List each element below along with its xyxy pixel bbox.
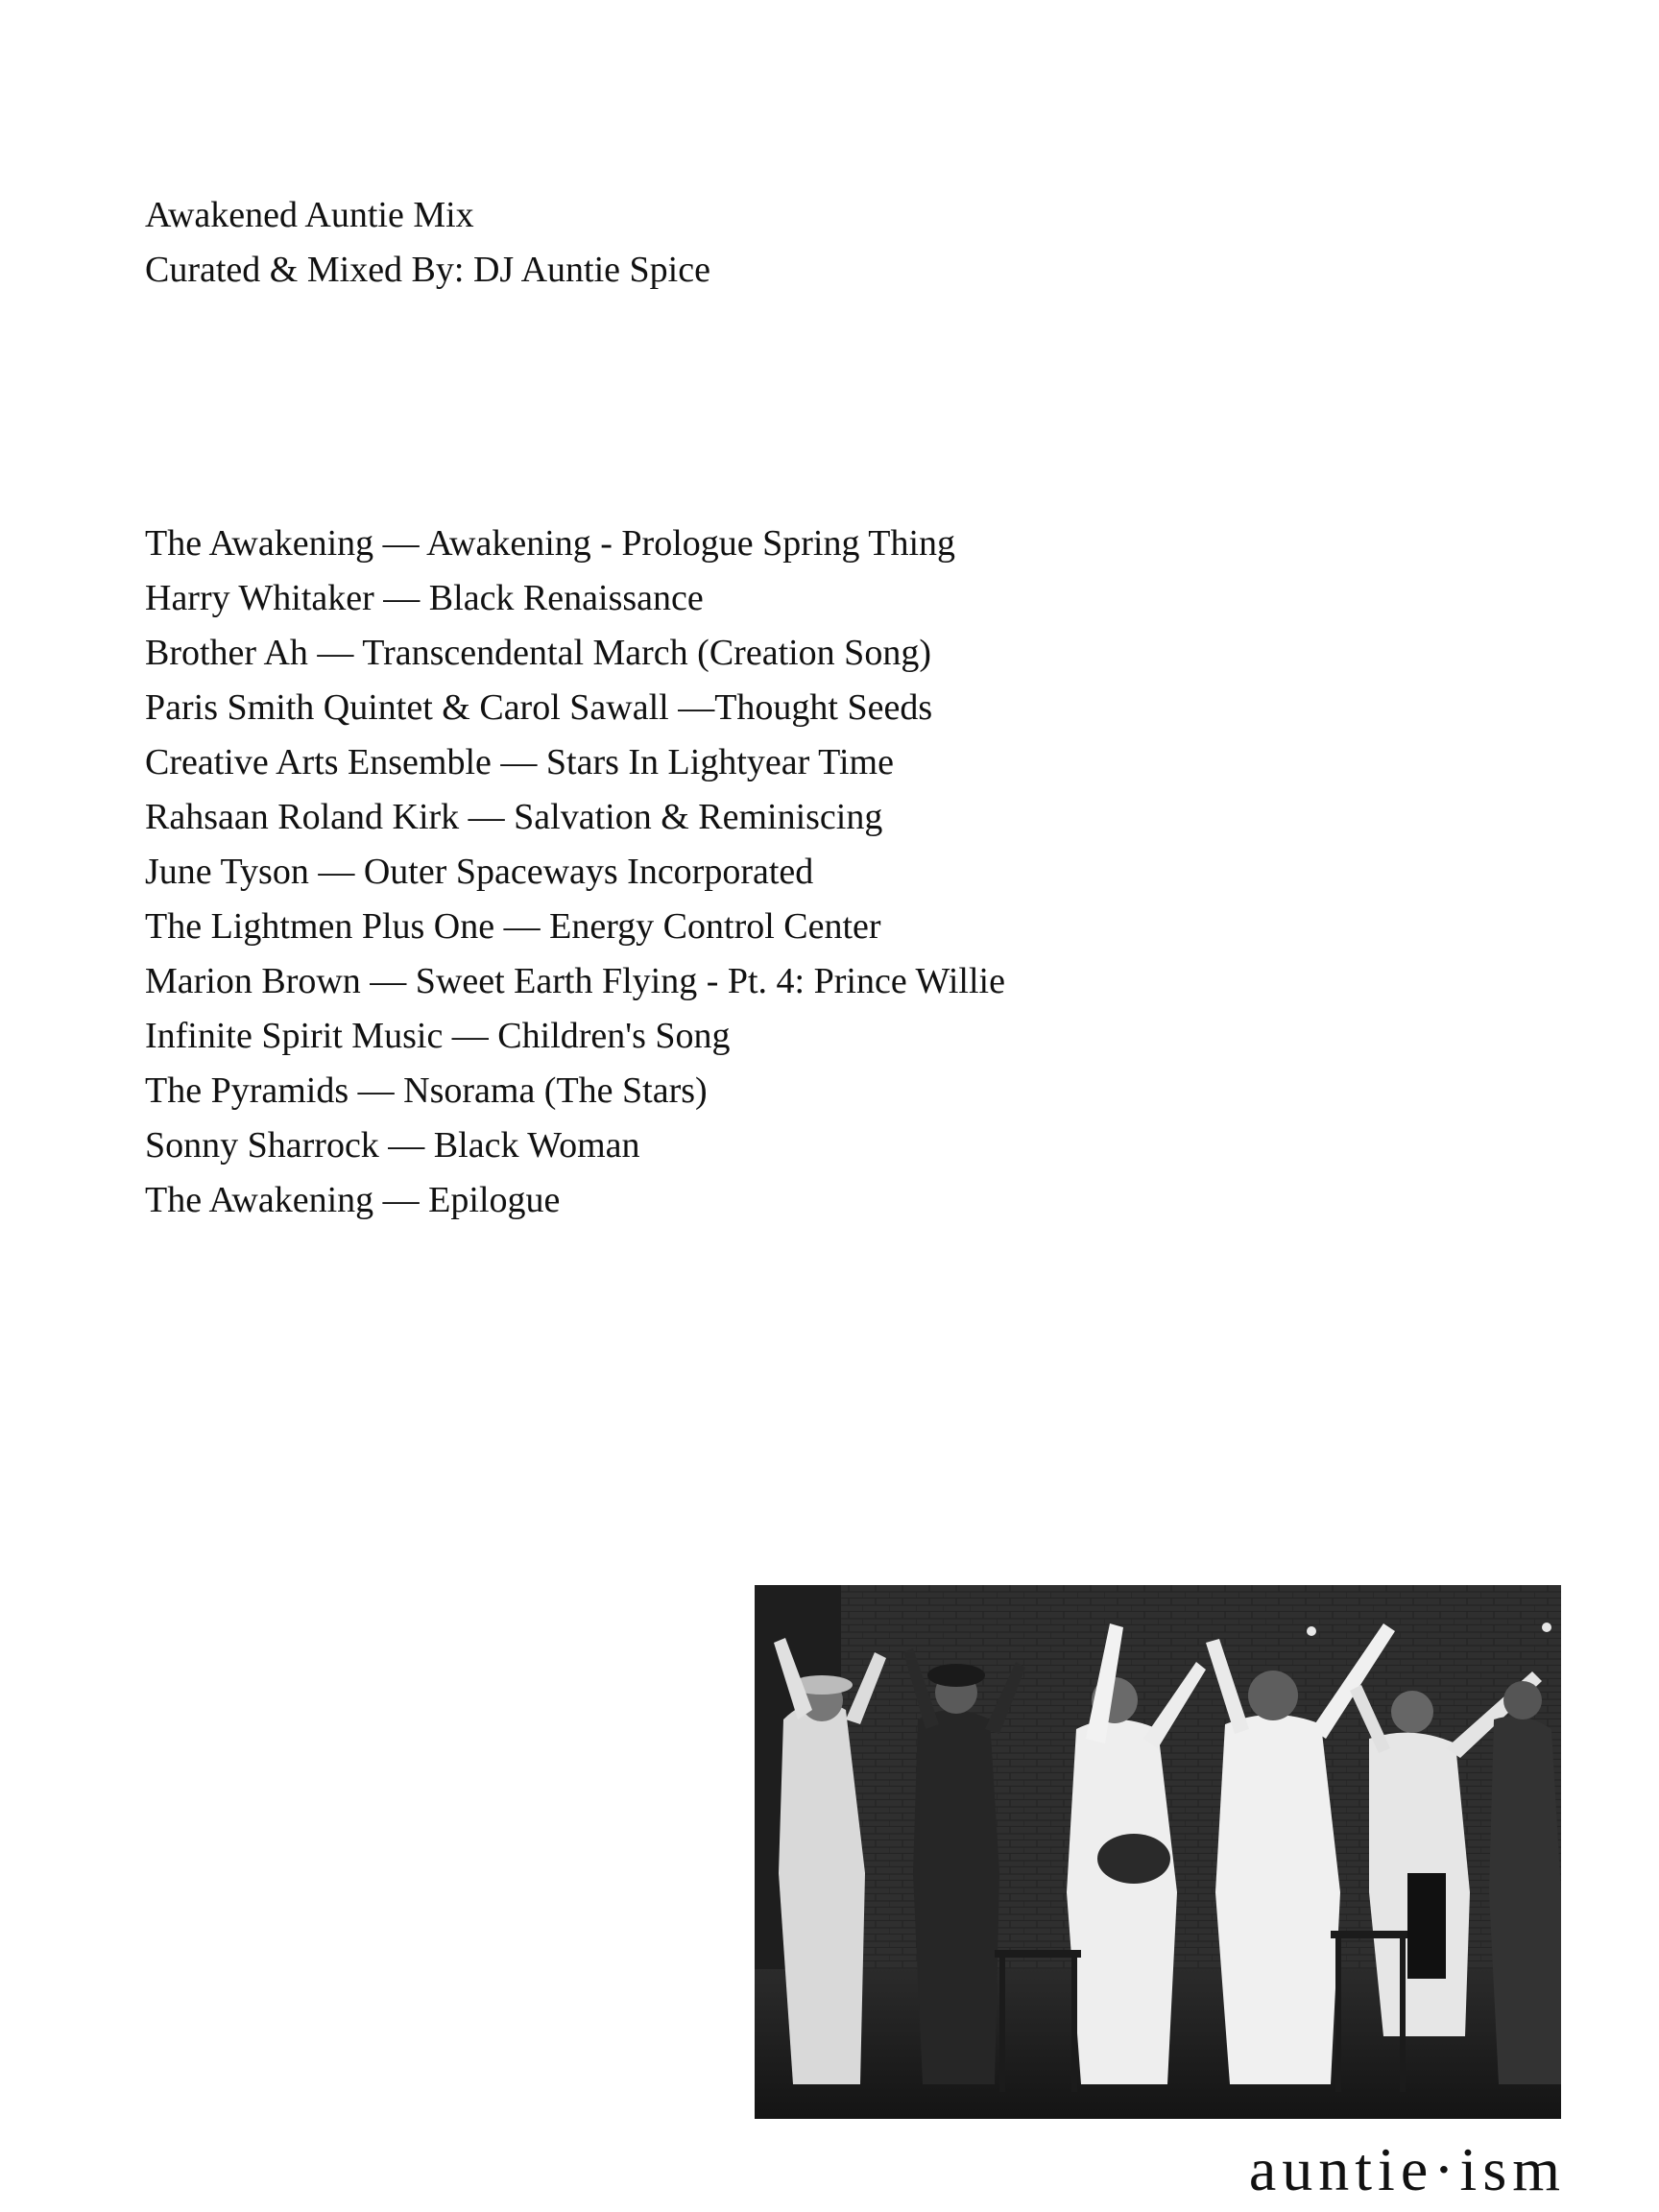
tracklist [145,517,1005,1228]
track-item: June Tyson — Outer Spaceways Incorporated [145,852,814,892]
track-item: Sonny Sharrock — Black Woman [145,1125,640,1166]
track-item: The Lightmen Plus One — Energy Control Center [145,906,881,947]
track-item: Brother Ah — Transcendental March (Creation Song) [145,633,931,673]
mix-title: Awakened Auntie Mix [145,195,474,235]
track-item: The Awakening — Epilogue [145,1180,561,1220]
mix-credit: Curated & Mixed By: DJ Auntie Spice [145,250,710,290]
track-item: Creative Arts Ensemble — Stars In Lightyear Time [145,742,894,782]
track-item: Rahsaan Roland Kirk — Salvation & Reminiscing [145,797,883,837]
track-item: Infinite Spirit Music — Children's Song [145,1016,731,1056]
track-item: The Awakening — Awakening - Prologue Spring Thing [145,523,956,564]
track-item: Marion Brown — Sweet Earth Flying - Pt. 4: Prince Willie [145,961,1005,1001]
mix-header [145,188,710,298]
track-item: The Pyramids — Nsorama (The Stars) [145,1070,708,1111]
track-item: Paris Smith Quintet & Carol Sawall —Thought Seeds [145,687,933,728]
worship-photo [755,1585,1561,2119]
auntieism-logo: auntie·ism [1248,2135,1566,2203]
track-item: Harry Whitaker — Black Renaissance [145,578,704,618]
worship-photo-illustration [755,1585,1561,2119]
